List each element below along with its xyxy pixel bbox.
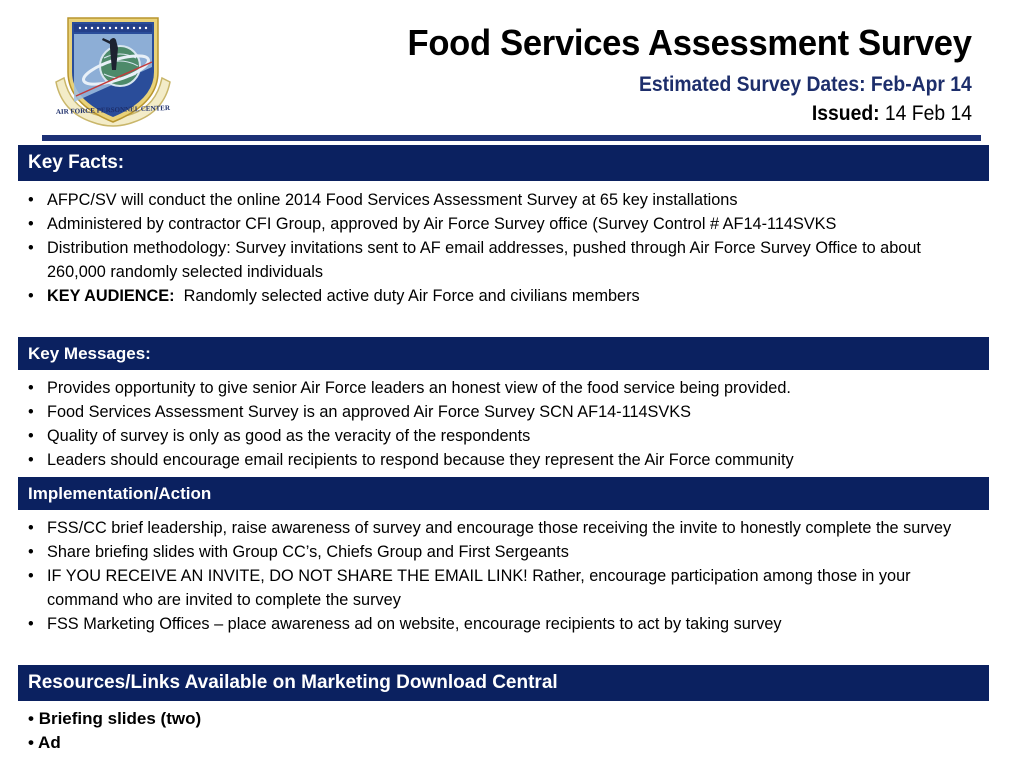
- bullet-icon: •: [28, 709, 34, 728]
- bullet-icon: •: [28, 379, 34, 397]
- shield-emblem-icon: [52, 12, 174, 132]
- list-item: • FSS/CC brief leadership, raise awareness of survey and encourage those receiving the invite to honestly complete the survey: [28, 516, 973, 540]
- header-divider: [42, 135, 981, 141]
- list-item: • KEY AUDIENCE: Randomly selected active duty Air Force and civilians members: [28, 284, 958, 308]
- page-title: Food Services Assessment Survey: [407, 22, 972, 63]
- key-audience-label: KEY AUDIENCE:: [47, 287, 175, 305]
- list-item: • FSS Marketing Offices – place awareness ad on website, encourage recipients to act by taking survey: [28, 612, 973, 636]
- list-item: • Administered by contractor CFI Group, approved by Air Force Survey office (Survey Control # AF14-114SVKS: [28, 212, 958, 236]
- bullet-icon: •: [28, 403, 34, 421]
- bullet-icon: •: [28, 215, 34, 233]
- list-item: • Food Services Assessment Survey is an approved Air Force Survey SCN AF14-114SVKS: [28, 400, 988, 424]
- resource-briefing-slides[interactable]: • Briefing slides (two): [28, 709, 202, 728]
- issued-label: Issued:: [811, 102, 880, 125]
- key-facts-list: [28, 188, 958, 308]
- list-item: • Share briefing slides with Group CC’s, Chiefs Group and First Sergeants: [28, 540, 973, 564]
- section-header-key-messages: Key Messages:: [18, 337, 989, 370]
- bullet-icon: •: [28, 733, 34, 752]
- bullet-icon: •: [28, 615, 34, 633]
- svg-text:AIR FORCE PERSONNEL CENTER: AIR FORCE PERSONNEL CENTER: [55, 104, 171, 116]
- bullet-icon: •: [28, 567, 34, 585]
- list-item: • AFPC/SV will conduct the online 2014 Food Services Assessment Survey at 65 key installations: [28, 188, 958, 212]
- resources-list: [28, 707, 201, 755]
- list-item: • Provides opportunity to give senior Air Force leaders an honest view of the food service being provided.: [28, 376, 988, 400]
- bullet-icon: •: [28, 191, 34, 209]
- bullet-icon: •: [28, 287, 34, 305]
- survey-dates: Estimated Survey Dates: Feb-Apr 14: [639, 73, 972, 96]
- list-item: • Quality of survey is only as good as the veracity of the respondents: [28, 424, 988, 448]
- implementation-list: [28, 516, 973, 636]
- key-messages-list: [28, 376, 988, 472]
- bullet-icon: •: [28, 543, 34, 561]
- bullet-icon: •: [28, 427, 34, 445]
- section-header-implementation: Implementation/Action: [18, 477, 989, 510]
- issued-date: [812, 102, 972, 126]
- list-item: • IF YOU RECEIVE AN INVITE, DO NOT SHARE THE EMAIL LINK! Rather, encourage participation among those in your command who are invited to complete the survey: [28, 564, 973, 612]
- issued-value: 14 Feb 14: [879, 102, 972, 125]
- bullet-icon: •: [28, 451, 34, 469]
- afpc-shield-logo: [52, 12, 174, 132]
- section-header-resources: Resources/Links Available on Marketing Download Central: [18, 665, 989, 701]
- bullet-icon: •: [28, 519, 34, 537]
- list-item: • Leaders should encourage email recipients to respond because they represent the Air Force community: [28, 448, 988, 472]
- bullet-icon: •: [28, 239, 34, 257]
- list-item: • Distribution methodology: Survey invitations sent to AF email addresses, pushed through Air Force Survey Office to about 260,000 randomly selected individuals: [28, 236, 958, 284]
- resource-ad[interactable]: • Ad: [28, 733, 61, 752]
- section-header-key-facts: Key Facts:: [18, 145, 989, 181]
